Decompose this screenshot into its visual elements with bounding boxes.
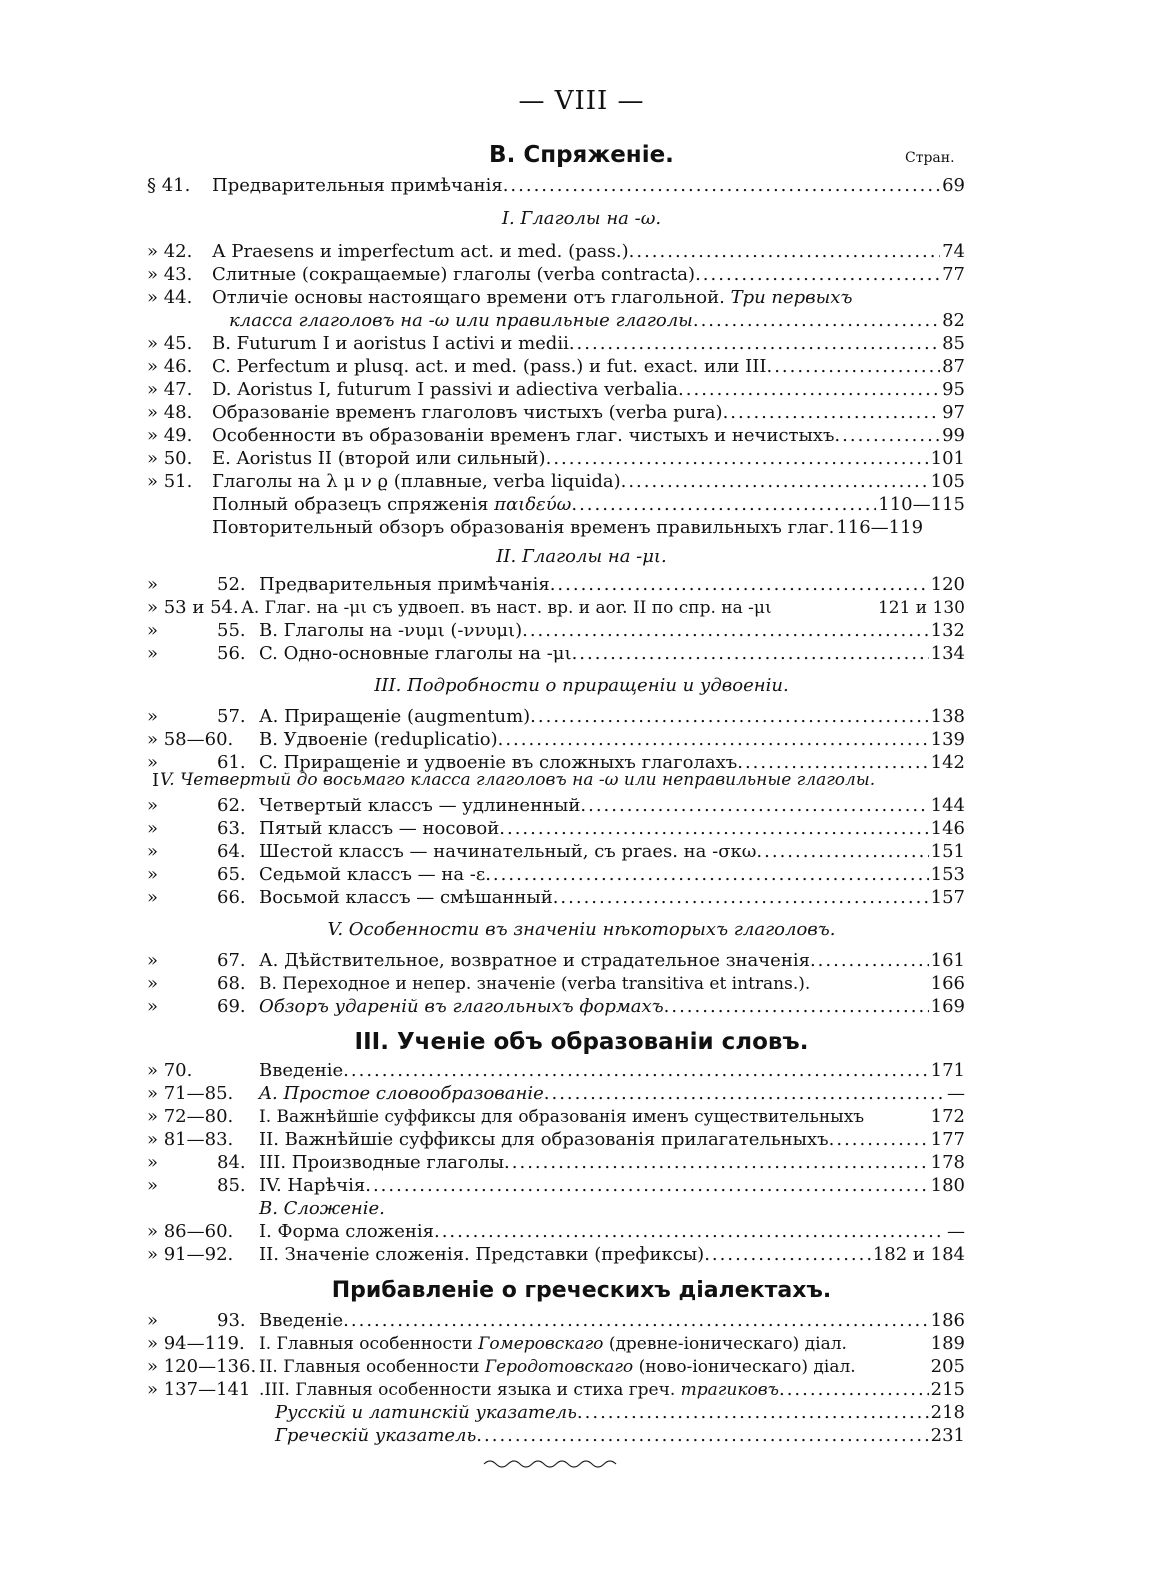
- section-marker: » 47.: [147, 379, 193, 400]
- section-marker: » 44.: [147, 287, 193, 308]
- toc-entry-120-136[interactable]: [147, 1356, 965, 1378]
- toc-entry-58-60[interactable]: [147, 729, 965, 751]
- section-marker: » 58—60.: [147, 729, 234, 750]
- section-marker: »: [147, 706, 159, 727]
- section-marker: »: [147, 996, 159, 1017]
- section-title-word-formation: III. Ученіе объ образованіи словъ.: [354, 1029, 809, 1055]
- page-ref: 139: [930, 729, 965, 750]
- page-ref: 144: [930, 795, 965, 816]
- toc-entry-85[interactable]: [147, 1175, 965, 1197]
- page-ref: 101: [930, 448, 965, 469]
- page-ref: 95: [942, 379, 965, 400]
- section-marker: » 48.: [147, 402, 193, 423]
- page-ref: 74: [942, 241, 965, 262]
- toc-entry-56[interactable]: [147, 643, 965, 665]
- page-ref: 169: [930, 996, 965, 1017]
- page-ref: 142: [930, 752, 965, 773]
- toc-entry-63[interactable]: [147, 818, 965, 840]
- page-ref: 77: [942, 264, 965, 285]
- section-marker: » 86—60.: [147, 1221, 234, 1242]
- toc-entry-53-54[interactable]: [147, 597, 965, 619]
- section-number: 66.: [217, 887, 246, 908]
- section-title-dialects: Прибавленіе о греческихъ діалектахъ.: [331, 1278, 832, 1303]
- entry-title: I. Важнѣйшіе суффиксы для образованія именъ существительныхъ: [259, 1107, 865, 1127]
- section-marker: » 120—136.: [147, 1356, 257, 1377]
- entry-title: Особенности въ образованіи временъ глаг. чистыхъ и нечистыхъ: [212, 425, 835, 446]
- section-number: 68.: [217, 973, 246, 994]
- page-ref: 69: [942, 175, 965, 196]
- toc-entry-91-92[interactable]: [147, 1244, 965, 1266]
- entry-title: B. Переходное и непер. значеніе (verba transitiva et intrans.).: [259, 974, 811, 994]
- toc-entry-86[interactable]: [147, 1221, 965, 1243]
- section-marker: » 81—83.: [147, 1129, 234, 1150]
- page-ref: 82: [942, 310, 965, 331]
- page-ref: —: [947, 1083, 965, 1104]
- entry-title: IV. Нарѣчія: [259, 1175, 366, 1196]
- section-marker: » 49.: [147, 425, 193, 446]
- page-ref: 180: [930, 1175, 965, 1196]
- entry-title: D. Aoristus I, futurum I passivi и adiectiva verbalia: [212, 379, 679, 400]
- entry-title: II. Важнѣйшіе суффиксы для образованія прилагательныхъ: [259, 1129, 829, 1150]
- section-marker: »: [147, 643, 159, 664]
- toc-entry-94-119[interactable]: [147, 1333, 965, 1355]
- section-marker: » 94—119.: [147, 1333, 245, 1354]
- section-marker: » 91—92.: [147, 1244, 234, 1265]
- page-ref: 172: [930, 1106, 965, 1127]
- entry-title: А. Глаг. на -μι съ удвоеп. въ наст. вр. и aor. II по спр. на -μι: [241, 598, 772, 618]
- entry-title: Обзоръ удареній въ глагольныхъ формахъ: [259, 996, 664, 1017]
- toc-entry-70[interactable]: [147, 1060, 965, 1082]
- page-ref: 85: [942, 333, 965, 354]
- page-ref: 87: [942, 356, 965, 377]
- page-ref: 178: [930, 1152, 965, 1173]
- section-marker: » 50.: [147, 448, 193, 469]
- section-number: 56.: [217, 643, 246, 664]
- toc-entry-67[interactable]: [147, 950, 965, 972]
- entry-title: C. Приращеніе и удвоеніе въ сложныхъ глаголахъ: [259, 752, 738, 773]
- entry-title: B. Futurum I и aoristus I activi и medii: [212, 333, 569, 354]
- toc-entry-russian-index[interactable]: [147, 1402, 965, 1424]
- section-marker: »: [147, 1175, 159, 1196]
- subsection-heading-meaning: V. Особенности въ значеніи нѣкоторыхъ глаголовъ.: [327, 919, 836, 940]
- section-marker: » 137—141: [147, 1379, 251, 1400]
- subsection-heading-omega: I. Глаголы на -ω.: [501, 208, 662, 229]
- section-marker: » 51.: [147, 471, 193, 492]
- page-ref: 182 и 184: [872, 1244, 965, 1265]
- entry-title: B. Сложеніе.: [259, 1198, 385, 1219]
- section-marker: »: [147, 795, 159, 816]
- entry-title: А. Приращеніе (augmentum): [259, 706, 531, 727]
- toc-entry-69[interactable]: [147, 996, 965, 1018]
- section-number: 57.: [217, 706, 246, 727]
- entry-title: Полный образецъ спряженія παιδεύω: [212, 494, 572, 515]
- toc-entry-44-cont[interactable]: [147, 310, 965, 332]
- page-ref: 120: [930, 574, 965, 595]
- page-ref: 218: [930, 1402, 965, 1423]
- section-marker: » 45.: [147, 333, 193, 354]
- entry-title: Русскій и латинскій указатель: [275, 1402, 577, 1423]
- toc-entry-52[interactable]: [147, 574, 965, 596]
- toc-entry-62[interactable]: [147, 795, 965, 817]
- section-marker: » 72—80.: [147, 1106, 234, 1127]
- toc-entry-43[interactable]: [147, 264, 965, 286]
- toc-entry-45[interactable]: [147, 333, 965, 355]
- end-ornament: [480, 1456, 620, 1472]
- page-ref: 132: [930, 620, 965, 641]
- entry-title: Отличіе основы настоящаго времени отъ глагольной. Три первыхъ: [212, 287, 853, 308]
- section-marker: »: [147, 950, 159, 971]
- toc-entry-57[interactable]: [147, 706, 965, 728]
- entry-title: класса глаголовъ на -ω или правильные глаголы: [229, 310, 693, 331]
- toc-entry-50[interactable]: [147, 448, 965, 470]
- toc-entry-greek-index[interactable]: [147, 1425, 965, 1447]
- entry-title: II. Главныя особенности Геродотовскаго (ново-іоническаго) діал.: [259, 1357, 856, 1377]
- entry-title: Слитные (сокращаемые) глаголы (verba contracta): [212, 264, 696, 285]
- entry-title: I. Главныя особенности Гомеровскаго (древне-іоническаго) діал.: [259, 1334, 847, 1354]
- page-ref: 177: [930, 1129, 965, 1150]
- page-ref: 166: [930, 973, 965, 994]
- section-number: 84.: [217, 1152, 246, 1173]
- toc-entry-paradigm[interactable]: [147, 494, 965, 516]
- section-marker: »: [147, 818, 159, 839]
- section-number: 63.: [217, 818, 246, 839]
- section-marker: » 71—85.: [147, 1083, 234, 1104]
- toc-entry-44[interactable]: [147, 287, 965, 309]
- section-marker: » 46.: [147, 356, 193, 377]
- toc-entry-48[interactable]: [147, 402, 965, 424]
- page-ref: 110—115: [878, 494, 965, 515]
- section-number: 61.: [217, 752, 246, 773]
- entry-title: .III. Главныя особенности языка и стиха греч. трагиковъ: [259, 1380, 779, 1400]
- entry-title: Введеніе: [259, 1060, 344, 1081]
- section-number: 93.: [217, 1310, 246, 1331]
- entry-title: Шестой классъ — начинательный, съ praes. на -σκω: [259, 841, 757, 862]
- toc-entry-51[interactable]: [147, 471, 965, 493]
- entry-title: Предварительныя примѣчанія: [212, 175, 503, 196]
- section-marker: » 42.: [147, 241, 193, 262]
- page-ref: 153: [930, 864, 965, 885]
- subsection-heading-irregular: V. Четвертый до восьмаго класса глаголовъ на -ω или неправильные глаголы.: [160, 770, 876, 790]
- entry-title: Повторительный обзоръ образованія временъ правильныхъ глаг.: [212, 517, 835, 538]
- toc-entry-55[interactable]: [147, 620, 965, 642]
- page-column-label: Стран.: [905, 150, 955, 166]
- section-marker: »: [147, 841, 159, 862]
- toc-entry-47[interactable]: [147, 379, 965, 401]
- page-ref: 116—119: [836, 517, 924, 538]
- section-number: 64.: [217, 841, 246, 862]
- section-marker: »: [147, 973, 159, 994]
- section-number: 67.: [217, 950, 246, 971]
- toc-entry-68[interactable]: [147, 973, 965, 995]
- page-ref: 171: [930, 1060, 965, 1081]
- toc-entry-72-80[interactable]: [147, 1106, 965, 1128]
- section-marker: » 53 и 54.: [147, 597, 239, 618]
- section-number: 52.: [217, 574, 246, 595]
- page-ref: 215: [930, 1379, 965, 1400]
- entry-title: C. Одно-основные глаголы на -μι: [259, 643, 572, 664]
- page-number: — VIII —: [518, 86, 645, 116]
- toc-entry-93[interactable]: [147, 1310, 965, 1332]
- entry-title: Пятый классъ — носовой: [259, 818, 500, 839]
- entry-title: III. Производные глаголы: [259, 1152, 505, 1173]
- entry-title: Образованіе временъ глаголовъ чистыхъ (verba pura): [212, 402, 723, 423]
- page-ref: 205: [930, 1356, 965, 1377]
- entry-title: Греческій указатель: [275, 1425, 477, 1446]
- page-ref: 186: [930, 1310, 965, 1331]
- section-marker: »: [147, 574, 159, 595]
- entry-title: А. Дѣйствительное, возвратное и страдательное значенія: [259, 950, 810, 971]
- section-number: 62.: [217, 795, 246, 816]
- page-ref: 157: [930, 887, 965, 908]
- entry-title: Глаголы на λ μ ν ϱ (плавные, verba liquida): [212, 471, 621, 492]
- section-marker: »: [147, 864, 159, 885]
- toc-entry-46[interactable]: [147, 356, 965, 378]
- toc-entry-65[interactable]: [147, 864, 965, 886]
- section-title-conjugation: B. Спряженіе.: [489, 142, 674, 168]
- page-ref: 97: [942, 402, 965, 423]
- entry-title: II. Значеніе сложенія. Представки (префиксы): [259, 1244, 705, 1265]
- section-number: 65.: [217, 864, 246, 885]
- stray-glyph: I: [152, 770, 160, 791]
- entry-title: C. Perfectum и plusq. act. и med. (pass.) и fut. exact. или III: [212, 356, 767, 377]
- page-ref: —: [947, 1221, 965, 1242]
- page-ref: 134: [930, 643, 965, 664]
- entry-title: Введеніе: [259, 1310, 344, 1331]
- toc-entry-41[interactable]: [147, 175, 965, 197]
- toc-entry-review[interactable]: [147, 517, 965, 539]
- page-ref: 231: [930, 1425, 965, 1446]
- section-number: 55.: [217, 620, 246, 641]
- section-marker: § 41.: [147, 175, 191, 196]
- section-marker: » 70.: [147, 1060, 193, 1081]
- toc-entry-84[interactable]: [147, 1152, 965, 1174]
- entry-title: Предварительныя примѣчанія: [259, 574, 550, 595]
- page-ref: 151: [930, 841, 965, 862]
- section-marker: » 43.: [147, 264, 193, 285]
- section-marker: »: [147, 1152, 159, 1173]
- page-ref: 138: [930, 706, 965, 727]
- entry-title: I. Форма сложенія: [259, 1221, 434, 1242]
- toc-entry-composition[interactable]: [147, 1198, 965, 1220]
- entry-title: B. Глаголы на -νυμι (-ννυμι): [259, 620, 523, 641]
- page-ref: 105: [930, 471, 965, 492]
- section-number: 85.: [217, 1175, 246, 1196]
- entry-title: Четвертый классъ — удлиненный: [259, 795, 581, 816]
- toc-entry-81-83[interactable]: [147, 1129, 965, 1151]
- page-ref: 121 и 130: [877, 598, 965, 618]
- section-marker: »: [147, 887, 159, 908]
- page-ref: 146: [930, 818, 965, 839]
- toc-entry-66[interactable]: [147, 887, 965, 909]
- subsection-heading-augment: III. Подробности о приращеніи и удвоеніи.: [374, 675, 789, 696]
- section-number: 69.: [217, 996, 246, 1017]
- section-marker: »: [147, 1310, 159, 1331]
- toc-entry-137-141[interactable]: [147, 1379, 965, 1401]
- entry-title: B. Удвоеніе (reduplicatio): [259, 729, 498, 750]
- page-ref: 189: [930, 1333, 965, 1354]
- entry-title: A. Простое словообразованіе: [259, 1083, 544, 1104]
- toc-entry-42[interactable]: [147, 241, 965, 263]
- entry-title: E. Aoristus II (второй или сильный): [212, 448, 546, 469]
- page-ref: 99: [942, 425, 965, 446]
- section-marker: »: [147, 620, 159, 641]
- entry-title: А Praesens и imperfectum act. и med. (pass.): [212, 241, 629, 262]
- page-ref: 161: [930, 950, 965, 971]
- toc-entry-64[interactable]: [147, 841, 965, 863]
- entry-title: Восьмой классъ — смѣшанный: [259, 887, 553, 908]
- entry-title: Седьмой классъ — на -ε: [259, 864, 486, 885]
- toc-entry-71-85[interactable]: [147, 1083, 965, 1105]
- subsection-heading-mi: II. Глаголы на -μι.: [496, 546, 667, 567]
- section-marker: »: [147, 752, 159, 773]
- toc-entry-49[interactable]: [147, 425, 965, 447]
